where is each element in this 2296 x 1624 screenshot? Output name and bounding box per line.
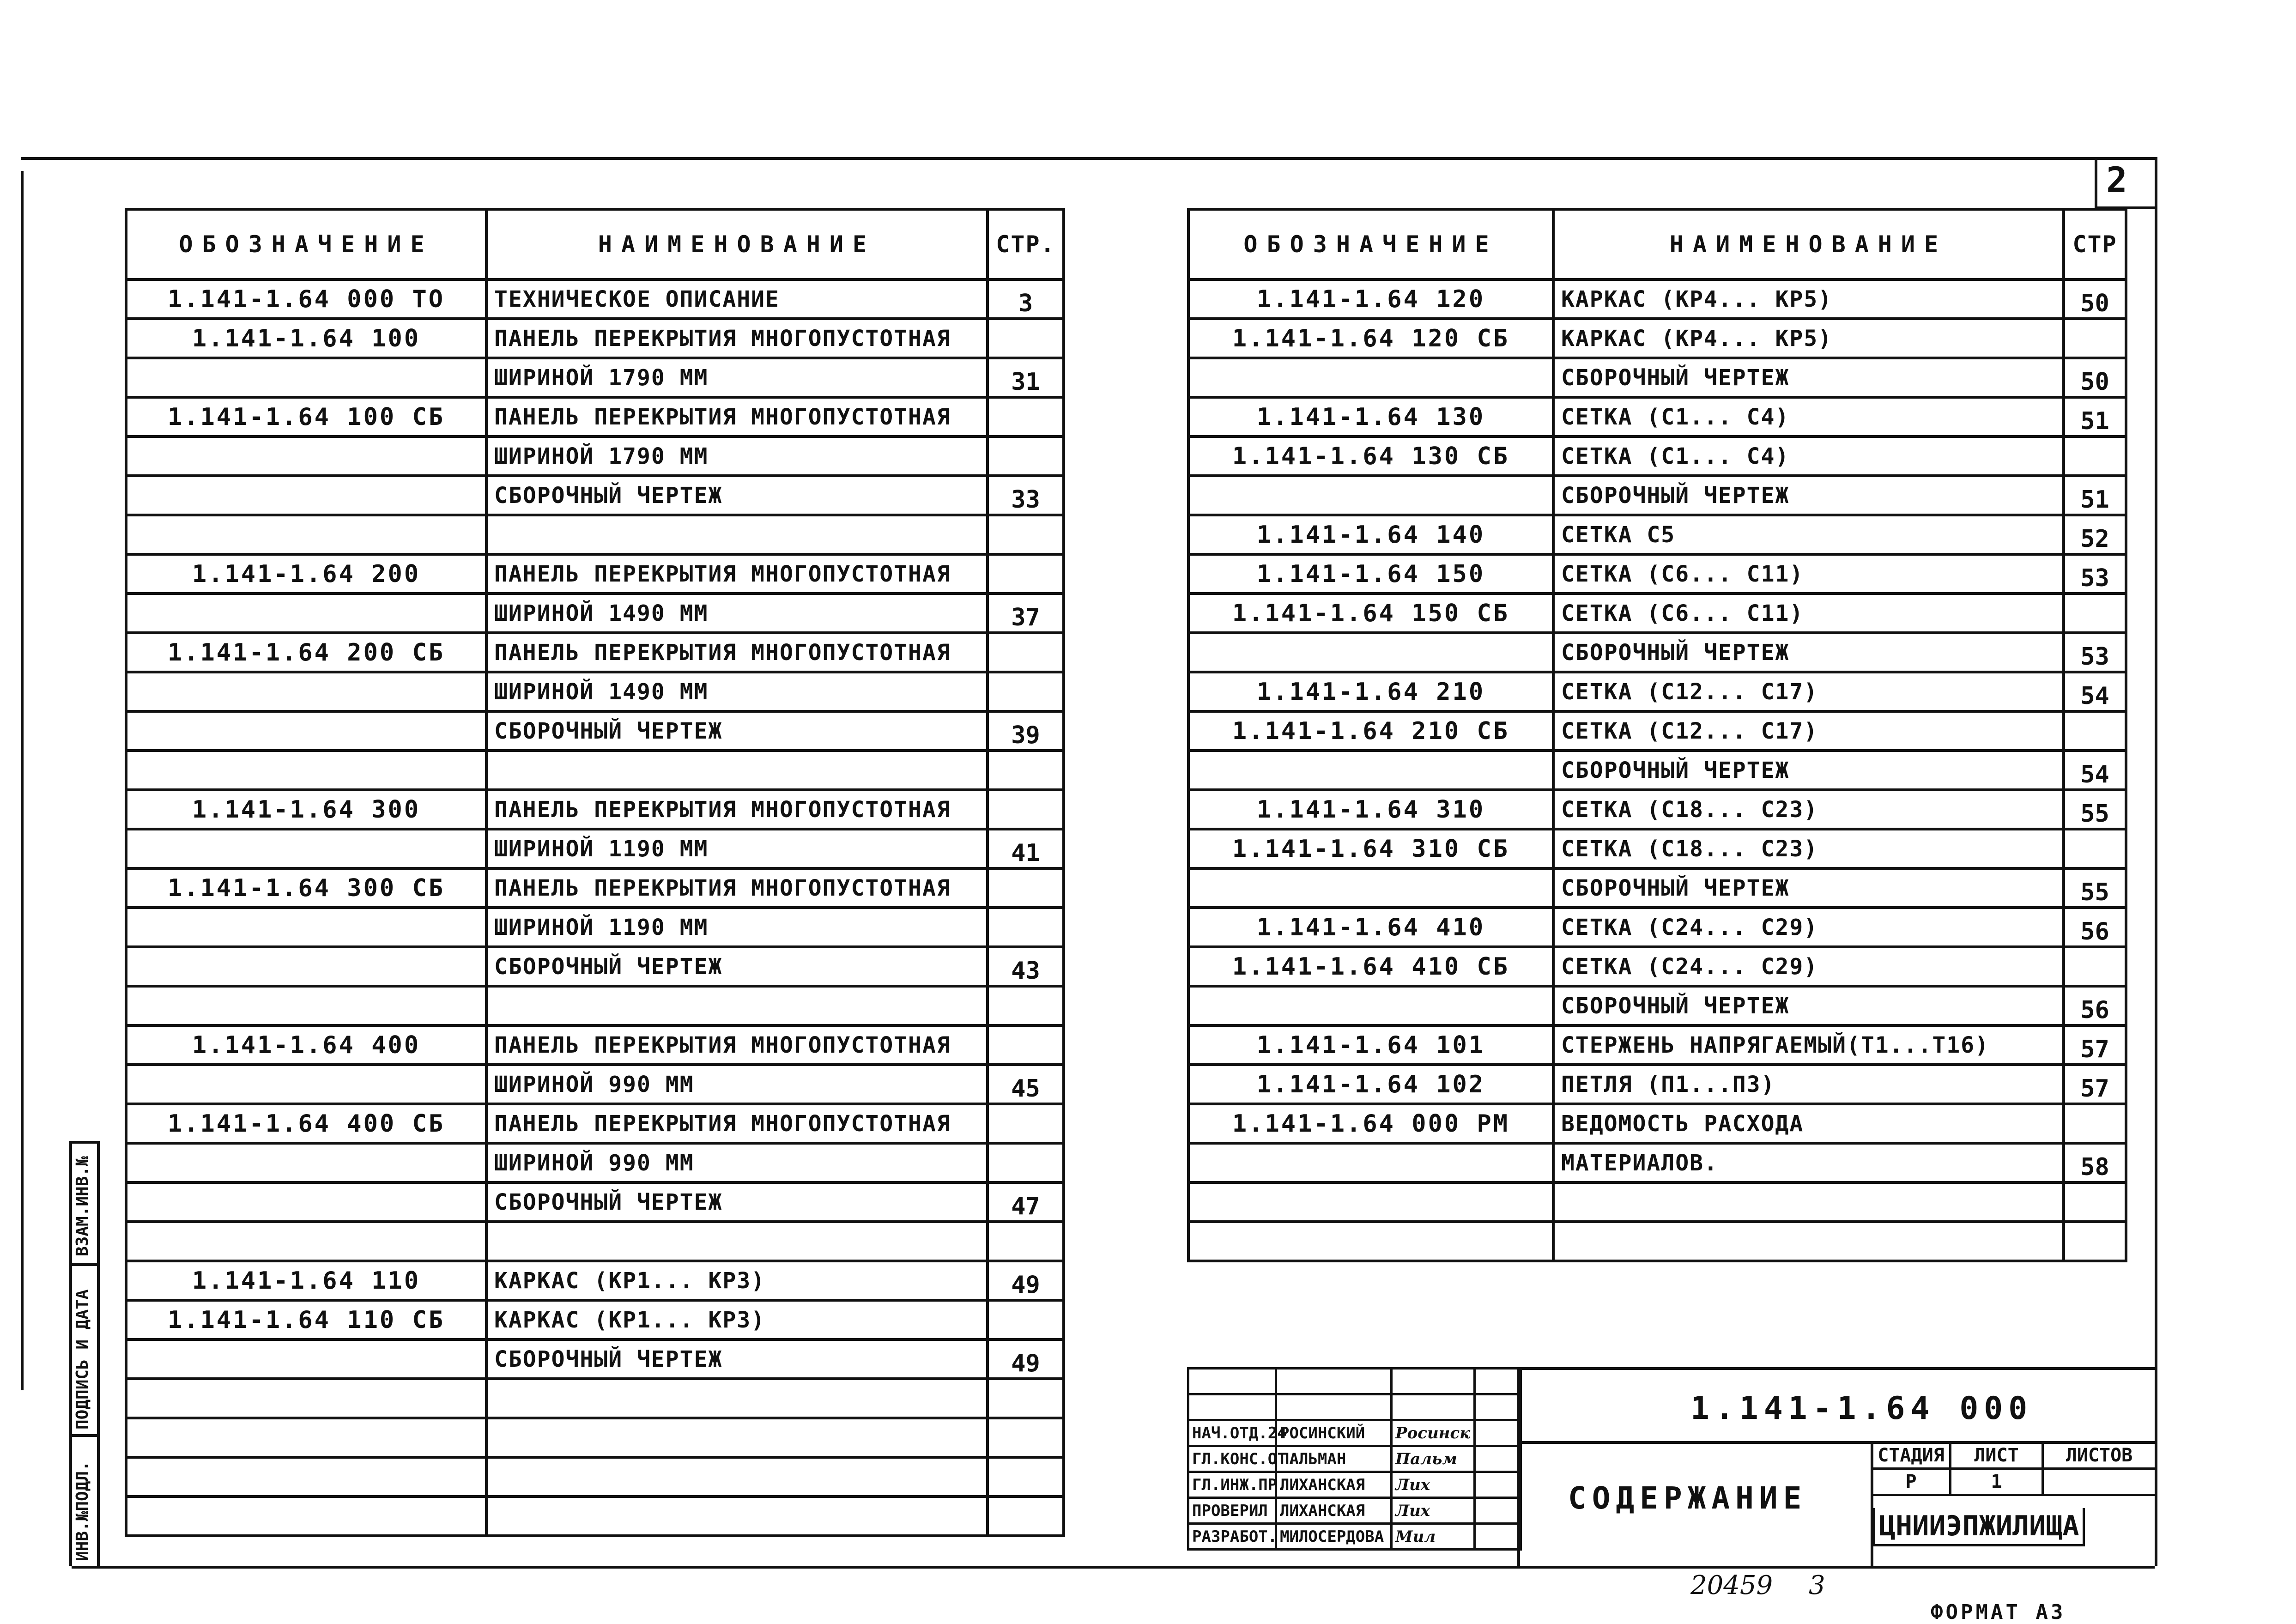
- item-name: КАРКАС (КР1... КР3): [486, 1261, 987, 1300]
- item-page: [2064, 594, 2126, 633]
- right-header-page: СТР: [2064, 209, 2126, 279]
- item-name: СБОРОЧНЫЙ ЧЕРТЕЖ: [486, 1339, 987, 1379]
- item-code: [1188, 633, 1553, 672]
- left-header-code: ОБОЗНАЧЕНИЕ: [126, 209, 486, 279]
- item-name: КАРКАС (КР4... КР5): [1553, 279, 2064, 319]
- item-name: ПАНЕЛЬ ПЕРЕКРЫТИЯ МНОГОПУСТОТНАЯ: [486, 633, 987, 672]
- item-code: 1.141-1.64 410: [1188, 908, 1553, 947]
- table-row: [1188, 633, 2126, 672]
- item-name: ПАНЕЛЬ ПЕРЕКРЫТИЯ МНОГОПУСТОТНАЯ: [486, 397, 987, 436]
- item-name: ПАНЕЛЬ ПЕРЕКРЫТИЯ МНОГОПУСТОТНАЯ: [486, 790, 987, 829]
- side-strip-top-line: [69, 1141, 100, 1144]
- item-page: 56: [2064, 908, 2126, 947]
- table-row: [126, 751, 1064, 790]
- item-name: СЕТКА (С1... С4): [1553, 436, 2064, 476]
- sheets-value: [2043, 1469, 2156, 1495]
- table-row: [1188, 1143, 2126, 1182]
- item-page: 51: [2064, 476, 2126, 515]
- item-code: [126, 672, 486, 711]
- item-page: [987, 1300, 1064, 1339]
- side-strip-right-line: [97, 1141, 100, 1566]
- item-code: [1188, 1222, 1553, 1261]
- table-row: [126, 594, 1064, 633]
- item-name: СБОРОЧНЫЙ ЧЕРТЕЖ: [1553, 986, 2064, 1025]
- item-name: СТЕРЖЕНЬ НАПРЯГАЕМЫЙ(Т1...Т16): [1553, 1025, 2064, 1065]
- table-row: [126, 908, 1064, 947]
- item-name: СБОРОЧНЫЙ ЧЕРТЕЖ: [486, 947, 987, 986]
- item-code: [126, 476, 486, 515]
- item-page: 49: [987, 1339, 1064, 1379]
- handwritten-signature: Мил: [1392, 1524, 1475, 1550]
- item-code: 1.141-1.64 200 СБ: [126, 633, 486, 672]
- side-strip-divider-2: [69, 1434, 100, 1437]
- item-code: [126, 1497, 486, 1536]
- item-page: 56: [2064, 986, 2126, 1025]
- table-row: [1188, 279, 2126, 319]
- item-code: 1.141-1.64 150 СБ: [1188, 594, 1553, 633]
- item-page: 55: [2064, 790, 2126, 829]
- handwritten-signature: Лих: [1392, 1472, 1475, 1498]
- item-page: 54: [2064, 672, 2126, 711]
- item-code: [126, 751, 486, 790]
- item-page: 47: [987, 1182, 1064, 1222]
- item-name: ТЕХНИЧЕСКОЕ ОПИСАНИЕ: [486, 279, 987, 319]
- item-name: КАРКАС (КР4... КР5): [1553, 319, 2064, 358]
- item-page: [987, 397, 1064, 436]
- table-row: [126, 790, 1064, 829]
- item-code: [1188, 358, 1553, 397]
- table-row: [1188, 515, 2126, 554]
- table-row: [126, 1025, 1064, 1065]
- item-name: [486, 751, 987, 790]
- item-page: 53: [2064, 633, 2126, 672]
- table-row: [126, 1339, 1064, 1379]
- item-name: [486, 515, 987, 554]
- item-code: 1.141-1.64 110: [126, 1261, 486, 1300]
- archive-number: [1690, 1570, 1825, 1600]
- sheet-value: 1: [1951, 1469, 2043, 1495]
- table-row: [1188, 1065, 2126, 1104]
- item-code: [126, 436, 486, 476]
- item-code: 1.141-1.64 300: [126, 790, 486, 829]
- table-row: [126, 1182, 1064, 1222]
- table-row: [126, 672, 1064, 711]
- table-row: [126, 1261, 1064, 1300]
- item-page: [987, 1497, 1064, 1536]
- item-name: КАРКАС (КР1... КР3): [486, 1300, 987, 1339]
- item-name: [486, 1379, 987, 1418]
- side-strip-replace-inv: ВЗАМ.ИНВ.№: [73, 1156, 92, 1256]
- sheet-box-left-line: [2095, 157, 2097, 208]
- item-code: [126, 1379, 486, 1418]
- item-code: [126, 908, 486, 947]
- item-page: [2064, 711, 2126, 751]
- item-code: 1.141-1.64 210: [1188, 672, 1553, 711]
- item-name: ШИРИНОЙ 990 ММ: [486, 1143, 987, 1182]
- item-name: ПАНЕЛЬ ПЕРЕКРЫТИЯ МНОГОПУСТОТНАЯ: [486, 868, 987, 908]
- document-code: 1.141-1.64 000: [1690, 1390, 2033, 1427]
- table-row: [1188, 1025, 2126, 1065]
- signature-role: ГЛ.КОНС.ОТ.: [1188, 1446, 1276, 1472]
- signature-name: МИЛОСЕРДОВА: [1276, 1524, 1392, 1550]
- item-page: [987, 908, 1064, 947]
- item-page: 55: [2064, 868, 2126, 908]
- item-name: ШИРИНОЙ 1190 ММ: [486, 829, 987, 868]
- table-row: [126, 358, 1064, 397]
- item-code: 1.141-1.64 140: [1188, 515, 1553, 554]
- right-header-name: НАИМЕНОВАНИЕ: [1553, 209, 2064, 279]
- item-name: СБОРОЧНЫЙ ЧЕРТЕЖ: [486, 1182, 987, 1222]
- side-strip-signature-date: ПОДПИСЬ И ДАТА: [73, 1289, 92, 1430]
- signature-table: [1187, 1367, 1522, 1551]
- item-code: 1.141-1.64 400 СБ: [126, 1104, 486, 1143]
- item-page: [987, 868, 1064, 908]
- item-code: 1.141-1.64 410 СБ: [1188, 947, 1553, 986]
- item-name: ПАНЕЛЬ ПЕРЕКРЫТИЯ МНОГОПУСТОТНАЯ: [486, 1104, 987, 1143]
- side-strip-divider-1: [69, 1263, 100, 1266]
- item-page: 3: [987, 279, 1064, 319]
- item-page: 50: [2064, 279, 2126, 319]
- item-page: [987, 986, 1064, 1025]
- item-page: [987, 672, 1064, 711]
- signature-row: [1188, 1498, 1521, 1524]
- item-page: 54: [2064, 751, 2126, 790]
- organization-name: ЦНИИЭПЖИЛИЩА: [1873, 1508, 2085, 1546]
- item-name: СБОРОЧНЫЙ ЧЕРТЕЖ: [486, 711, 987, 751]
- item-page: 49: [987, 1261, 1064, 1300]
- item-page: [987, 1379, 1064, 1418]
- table-row: [126, 1379, 1064, 1418]
- table-row: [1188, 868, 2126, 908]
- table-row: [1188, 397, 2126, 436]
- item-code: [126, 986, 486, 1025]
- item-page: [987, 1457, 1064, 1497]
- table-row: [126, 554, 1064, 594]
- table-row: [126, 319, 1064, 358]
- item-code: [126, 1065, 486, 1104]
- item-page: [987, 790, 1064, 829]
- stamp-label-row: [1872, 1442, 2156, 1469]
- right-table-header-row: [1188, 209, 2126, 279]
- left-table-body: [126, 279, 1064, 1536]
- table-row: [126, 397, 1064, 436]
- item-name: СЕТКА С5: [1553, 515, 2064, 554]
- item-page: [987, 633, 1064, 672]
- table-row: [1188, 947, 2126, 986]
- item-name: СБОРОЧНЫЙ ЧЕРТЕЖ: [1553, 868, 2064, 908]
- table-row: [126, 633, 1064, 672]
- table-row: [1188, 672, 2126, 711]
- stamp-value-row: [1872, 1469, 2156, 1495]
- item-name: СЕТКА (С12... С17): [1553, 672, 2064, 711]
- item-page: [987, 1025, 1064, 1065]
- table-row: [126, 1104, 1064, 1143]
- table-row: [1188, 908, 2126, 947]
- item-name: ПЕТЛЯ (П1...П3): [1553, 1065, 2064, 1104]
- item-page: [2064, 947, 2126, 986]
- bottom-frame-line: [72, 1566, 2155, 1569]
- item-code: 1.141-1.64 300 СБ: [126, 868, 486, 908]
- item-code: [126, 594, 486, 633]
- item-code: [1188, 751, 1553, 790]
- item-page: 57: [2064, 1065, 2126, 1104]
- item-page: 45: [987, 1065, 1064, 1104]
- item-code: 1.141-1.64 130: [1188, 397, 1553, 436]
- handwritten-signature: Пальм: [1392, 1446, 1475, 1472]
- item-code: [1188, 1182, 1553, 1222]
- item-code: 1.141-1.64 120: [1188, 279, 1553, 319]
- item-code: [126, 1418, 486, 1457]
- table-row: [126, 436, 1064, 476]
- item-code: 1.141-1.64 210 СБ: [1188, 711, 1553, 751]
- item-name: ПАНЕЛЬ ПЕРЕКРЫТИЯ МНОГОПУСТОТНАЯ: [486, 319, 987, 358]
- right-header-code: ОБОЗНАЧЕНИЕ: [1188, 209, 1553, 279]
- sheet-number: 2: [2106, 159, 2127, 200]
- item-code: 1.141-1.64 101: [1188, 1025, 1553, 1065]
- item-name: СБОРОЧНЫЙ ЧЕРТЕЖ: [1553, 476, 2064, 515]
- item-name: СЕТКА (С24... С29): [1553, 947, 2064, 986]
- table-row: [126, 986, 1064, 1025]
- table-row: [126, 515, 1064, 554]
- item-page: [987, 554, 1064, 594]
- item-page: [987, 1104, 1064, 1143]
- item-name: СЕТКА (С24... С29): [1553, 908, 2064, 947]
- item-page: [987, 319, 1064, 358]
- item-code: [126, 1222, 486, 1261]
- signature-blank-row: [1188, 1394, 1521, 1420]
- table-row: [126, 1222, 1064, 1261]
- item-name: [1553, 1222, 2064, 1261]
- signature-row: [1188, 1472, 1521, 1498]
- item-code: 1.141-1.64 200: [126, 554, 486, 594]
- table-row: [1188, 594, 2126, 633]
- table-row: [126, 1457, 1064, 1497]
- signature-blank-row: [1188, 1369, 1521, 1394]
- table-row: [1188, 476, 2126, 515]
- item-code: 1.141-1.64 400: [126, 1025, 486, 1065]
- item-page: [987, 436, 1064, 476]
- table-row: [126, 1300, 1064, 1339]
- right-table-body: [1188, 279, 2126, 1261]
- item-page: [987, 515, 1064, 554]
- item-code: [126, 358, 486, 397]
- table-row: [1188, 554, 2126, 594]
- table-row: [1188, 319, 2126, 358]
- sheet-format: ФОРМАТ А3: [1931, 1600, 2066, 1624]
- table-row: [1188, 751, 2126, 790]
- item-code: 1.141-1.64 130 СБ: [1188, 436, 1553, 476]
- item-name: ШИРИНОЙ 1490 ММ: [486, 594, 987, 633]
- item-page: 50: [2064, 358, 2126, 397]
- item-code: 1.141-1.64 310 СБ: [1188, 829, 1553, 868]
- item-code: [126, 1182, 486, 1222]
- item-code: [1188, 476, 1553, 515]
- item-page: 57: [2064, 1025, 2126, 1065]
- item-name: СЕТКА (С6... С11): [1553, 594, 2064, 633]
- handwritten-signature: Лих: [1392, 1498, 1475, 1524]
- item-name: СЕТКА (С12... С17): [1553, 711, 2064, 751]
- item-page: [2064, 1104, 2126, 1143]
- item-code: 1.141-1.64 000 РМ: [1188, 1104, 1553, 1143]
- right-frame-line: [2155, 157, 2157, 1566]
- item-page: 39: [987, 711, 1064, 751]
- signature-name: ПАЛЬМАН: [1276, 1446, 1392, 1472]
- table-row: [126, 947, 1064, 986]
- item-page: [2064, 1182, 2126, 1222]
- item-page: [2064, 829, 2126, 868]
- item-page: 41: [987, 829, 1064, 868]
- item-name: ВЕДОМОСТЬ РАСХОДА: [1553, 1104, 2064, 1143]
- left-header-page: СТР.: [987, 209, 1064, 279]
- item-code: 1.141-1.64 310: [1188, 790, 1553, 829]
- item-code: [1188, 986, 1553, 1025]
- sheet-label: ЛИСТ: [1951, 1442, 2043, 1469]
- item-code: [1188, 1143, 1553, 1182]
- item-page: [987, 1143, 1064, 1182]
- table-row: [126, 1065, 1064, 1104]
- item-name: [486, 986, 987, 1025]
- signature-name: ЛИХАНСКАЯ: [1276, 1472, 1392, 1498]
- item-code: 1.141-1.64 100: [126, 319, 486, 358]
- item-name: [486, 1222, 987, 1261]
- item-code: [126, 1457, 486, 1497]
- table-row: [126, 476, 1064, 515]
- table-row: [1188, 790, 2126, 829]
- item-name: СБОРОЧНЫЙ ЧЕРТЕЖ: [1553, 751, 2064, 790]
- item-code: 1.141-1.64 150: [1188, 554, 1553, 594]
- item-name: СБОРОЧНЫЙ ЧЕРТЕЖ: [1553, 358, 2064, 397]
- item-page: [987, 1418, 1064, 1457]
- item-code: 1.141-1.64 100 СБ: [126, 397, 486, 436]
- item-page: [2064, 319, 2126, 358]
- signature-role: ГЛ.ИНЖ.ПР.: [1188, 1472, 1276, 1498]
- top-frame-line: [21, 157, 2155, 160]
- signature-name: РОСИНСКИЙ: [1276, 1420, 1392, 1446]
- item-code: 1.141-1.64 000 ТО: [126, 279, 486, 319]
- item-name: СЕТКА (С18... С23): [1553, 829, 2064, 868]
- item-page: [2064, 1222, 2126, 1261]
- item-code: [126, 829, 486, 868]
- table-row: [1188, 1182, 2126, 1222]
- table-row: [126, 829, 1064, 868]
- item-name: СЕТКА (С6... С11): [1553, 554, 2064, 594]
- item-name: ШИРИНОЙ 1190 ММ: [486, 908, 987, 947]
- item-name: СБОРОЧНЫЙ ЧЕРТЕЖ: [486, 476, 987, 515]
- item-code: 1.141-1.64 120 СБ: [1188, 319, 1553, 358]
- item-code: [126, 515, 486, 554]
- right-contents-table: [1187, 208, 2127, 1262]
- table-row: [1188, 711, 2126, 751]
- side-strip-left-line: [69, 1141, 72, 1566]
- item-code: [1188, 868, 1553, 908]
- item-page: 33: [987, 476, 1064, 515]
- table-row: [126, 868, 1064, 908]
- table-row: [126, 711, 1064, 751]
- left-table-header-row: [126, 209, 1064, 279]
- item-name: ПАНЕЛЬ ПЕРЕКРЫТИЯ МНОГОПУСТОТНАЯ: [486, 1025, 987, 1065]
- item-page: [987, 751, 1064, 790]
- item-page: [2064, 436, 2126, 476]
- sheets-label: ЛИСТОВ: [2043, 1442, 2156, 1469]
- left-frame-line: [21, 171, 24, 1390]
- table-row: [1188, 829, 2126, 868]
- table-row: [1188, 358, 2126, 397]
- table-row: [126, 1143, 1064, 1182]
- archive-page-value: 3: [1808, 1570, 1825, 1600]
- signature-role: ПРОВЕРИЛ: [1188, 1498, 1276, 1524]
- item-code: [126, 1339, 486, 1379]
- document-title: СОДЕРЖАНИЕ: [1568, 1480, 1807, 1516]
- item-name: МАТЕРИАЛОВ.: [1553, 1143, 2064, 1182]
- table-row: [126, 279, 1064, 319]
- signature-row: [1188, 1524, 1521, 1550]
- handwritten-signature: Росинск: [1392, 1420, 1475, 1446]
- stage-sheet-table: [1871, 1441, 2157, 1496]
- item-page: [987, 1222, 1064, 1261]
- left-contents-table: [125, 208, 1065, 1537]
- item-name: ШИРИНОЙ 990 ММ: [486, 1065, 987, 1104]
- item-name: [486, 1418, 987, 1457]
- item-page: 53: [2064, 554, 2126, 594]
- table-row: [1188, 1222, 2126, 1261]
- left-header-name: НАИМЕНОВАНИЕ: [486, 209, 987, 279]
- stage-label: СТАДИЯ: [1872, 1442, 1951, 1469]
- item-page: 43: [987, 947, 1064, 986]
- archive-number-value: 20459: [1690, 1570, 1773, 1600]
- item-code: 1.141-1.64 102: [1188, 1065, 1553, 1104]
- item-page: 58: [2064, 1143, 2126, 1182]
- item-name: СЕТКА (С18... С23): [1553, 790, 2064, 829]
- item-name: [486, 1497, 987, 1536]
- table-row: [126, 1418, 1064, 1457]
- signature-row: [1188, 1446, 1521, 1472]
- stamp-top-line: [1517, 1367, 2155, 1370]
- item-code: [126, 711, 486, 751]
- item-name: СЕТКА (С1... С4): [1553, 397, 2064, 436]
- item-page: 51: [2064, 397, 2126, 436]
- table-row: [1188, 436, 2126, 476]
- table-row: [1188, 1104, 2126, 1143]
- signature-role: РАЗРАБОТ.: [1188, 1524, 1276, 1550]
- item-name: ПАНЕЛЬ ПЕРЕКРЫТИЯ МНОГОПУСТОТНАЯ: [486, 554, 987, 594]
- item-name: [486, 1457, 987, 1497]
- stage-value: Р: [1872, 1469, 1951, 1495]
- item-code: [126, 1143, 486, 1182]
- item-name: ШИРИНОЙ 1790 ММ: [486, 436, 987, 476]
- item-code: [126, 947, 486, 986]
- item-page: 31: [987, 358, 1064, 397]
- item-name: СБОРОЧНЫЙ ЧЕРТЕЖ: [1553, 633, 2064, 672]
- item-name: [1553, 1182, 2064, 1222]
- item-page: 37: [987, 594, 1064, 633]
- item-code: 1.141-1.64 110 СБ: [126, 1300, 486, 1339]
- item-page: 52: [2064, 515, 2126, 554]
- side-strip-inv-no: ИНВ.№ПОДЛ.: [73, 1461, 92, 1561]
- item-name: ШИРИНОЙ 1790 ММ: [486, 358, 987, 397]
- signature-role: НАЧ.ОТД.24: [1188, 1420, 1276, 1446]
- stamp-left-line: [1517, 1367, 1520, 1566]
- signature-name: ЛИХАНСКАЯ: [1276, 1498, 1392, 1524]
- signature-row: [1188, 1420, 1521, 1446]
- table-row: [126, 1497, 1064, 1536]
- item-name: ШИРИНОЙ 1490 ММ: [486, 672, 987, 711]
- table-row: [1188, 986, 2126, 1025]
